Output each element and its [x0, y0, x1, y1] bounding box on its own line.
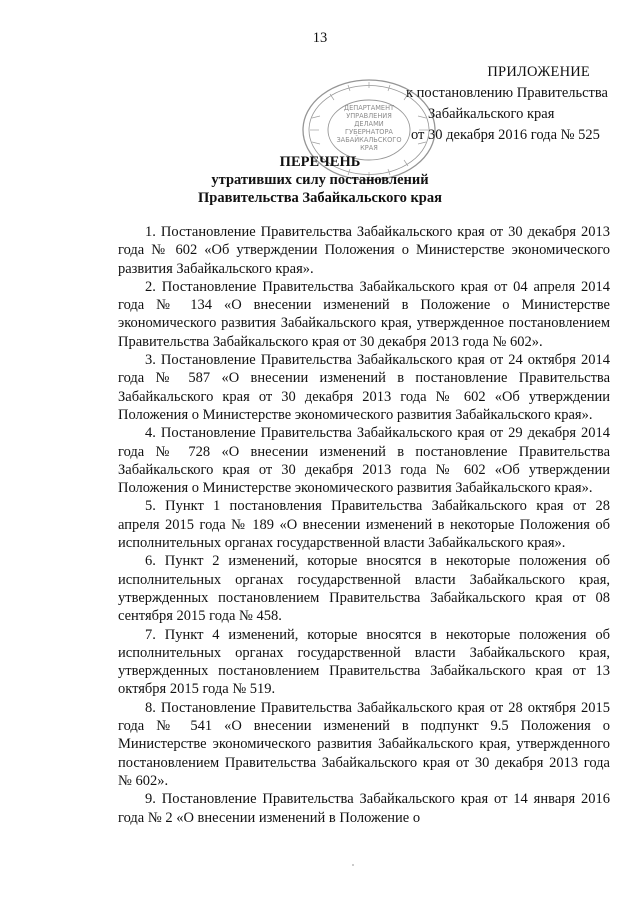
stamp-text-line: УПРАВЛЕНИЯ	[346, 112, 392, 120]
list-item: 4. Постановление Правительства Забайкальского края от 29 декабря 2014 года № 728 «О внесении изменений в постановление Правительства Забайкальского края от 30 декабря 2013 года № 602 «Об утверждении Положения о Министерстве экономического развития Забайкальского края».	[118, 425, 610, 497]
stamp-text-line: ГУБЕРНАТОРА	[345, 128, 393, 136]
stamp-text-line: ДЕЛАМИ	[354, 120, 384, 128]
heading-subtitle: Правительства Забайкальского края	[198, 190, 442, 206]
appendix-line: Забайкальского края	[428, 106, 555, 122]
appendix-line: к постановлению Правительства	[406, 85, 608, 101]
stamp-text-line: ЗАБАЙКАЛЬСКОГО	[336, 136, 402, 144]
appendix-block	[406, 62, 612, 146]
document-body	[118, 223, 610, 827]
list-item: 5. Пункт 1 постановления Правительства Забайкальского края от 28 апреля 2015 года № 189 «О внесении изменений в некоторые Положения об исполнительных органах государственной власти Забайкальского края».	[118, 498, 610, 552]
list-item: 2. Постановление Правительства Забайкальского края от 04 апреля 2014 года № 134 «О внесении изменений в Положение о Министерстве экономического развития Забайкальского края, утвержденное постановлением Правительства Забайкальского края от 30 декабря 2013 года № 602».	[118, 278, 610, 350]
heading-title: ПЕРЕЧЕНЬ	[279, 154, 361, 170]
stamp-text-line: ДЕПАРТАМЕНТ	[343, 104, 395, 112]
appendix-title: ПРИЛОЖЕНИЕ	[487, 64, 590, 80]
appendix-line: от 30 декабря 2016 года № 525	[411, 127, 600, 143]
heading-subtitle: утративших силу постановлений	[211, 172, 429, 188]
stamp-text-line: КРАЯ	[360, 144, 378, 152]
document-heading	[0, 153, 640, 207]
list-item: 6. Пункт 2 изменений, которые вносятся в некоторые положения об исполнительных органах государственной власти Забайкальского края, утвержденных постановлением Правительства Забайкальского края от 08 сентября 2015 года № 458.	[118, 553, 610, 625]
scan-speck	[352, 864, 354, 866]
list-item: 1. Постановление Правительства Забайкальского края от 30 декабря 2013 года № 602 «Об утверждении Положения о Министерстве экономического развития Забайкальского края».	[118, 224, 610, 277]
list-item: 9. Постановление Правительства Забайкальского края от 14 января 2016 года № 2 «О внесении изменений в Положение о	[118, 791, 610, 826]
page-number: 13	[312, 30, 328, 46]
list-item: 8. Постановление Правительства Забайкальского края от 28 октября 2015 года № 541 «О внесении изменений в подпункт 9.5 Положения о Министерстве экономического развития Забайкальского края, утвержденного постановлением Правительства Забайкальского края от 30 декабря 2013 года № 602».	[118, 699, 610, 789]
list-item: 7. Пункт 4 изменений, которые вносятся в некоторые положения об исполнительных органах государственной власти Забайкальского края, утвержденных постановлением Правительства Забайкальского края от 13 октября 2015 года № 519.	[118, 626, 610, 698]
list-item: 3. Постановление Правительства Забайкальского края от 24 октября 2014 года № 587 «О внесении изменений в постановление Правительства Забайкальского края от 30 декабря 2013 года № 602 «Об утверждении Положения о Министерстве экономического развития Забайкальского края».	[118, 352, 610, 423]
